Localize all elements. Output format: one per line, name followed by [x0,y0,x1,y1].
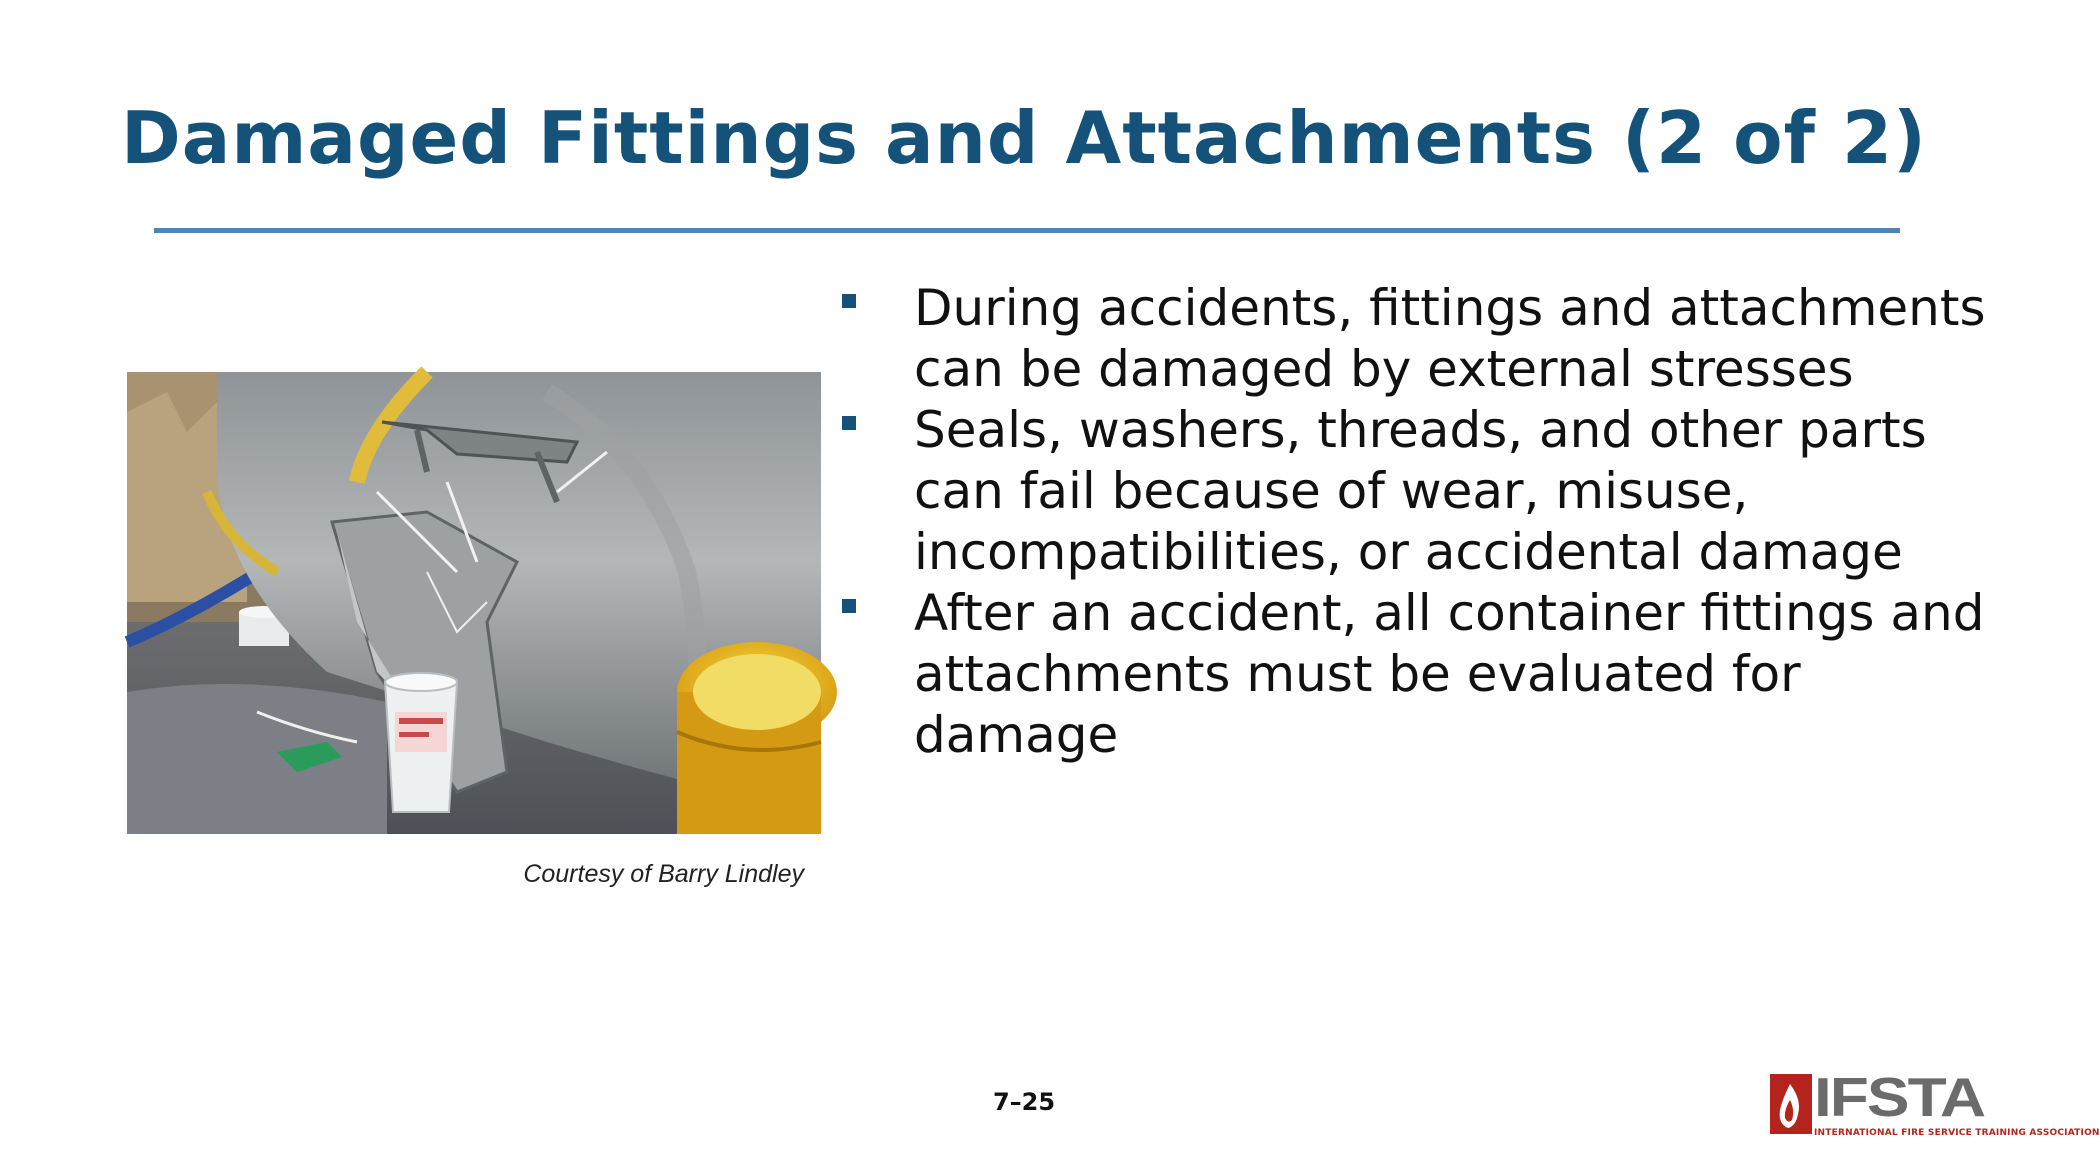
bullet-list [840,278,2020,766]
damaged-tank-photo [127,372,821,834]
bullet-text: Seals, washers, threads, and other parts can fail because of wear, misuse, incompatibilities, or accidental damage [914,401,1927,581]
logo-wordmark: IFSTA [1814,1066,1985,1129]
slide-title: Damaged Fittings and Attachments (2 of 2) [121,96,1927,180]
logo-subtitle: INTERNATIONAL FIRE SERVICE TRAINING ASSOCIATION [1814,1128,2100,1138]
square-bullet-icon [842,416,856,430]
square-bullet-icon [842,294,856,308]
title-divider [154,228,1900,233]
photo-caption: Courtesy of Barry Lindley [523,860,804,888]
bullet-item [840,278,2020,400]
square-bullet-icon [842,599,856,613]
bullet-item [840,400,2020,583]
flame-icon [1768,1070,1814,1142]
bullet-text: During accidents, fittings and attachments can be damaged by external stresses [914,279,1986,398]
bullet-item [840,583,2020,766]
bullet-text: After an accident, all container fittings and attachments must be evaluated for damage [914,584,1985,764]
ifsta-logo [1768,1066,2100,1142]
page-number: 7–25 [992,1088,1056,1116]
